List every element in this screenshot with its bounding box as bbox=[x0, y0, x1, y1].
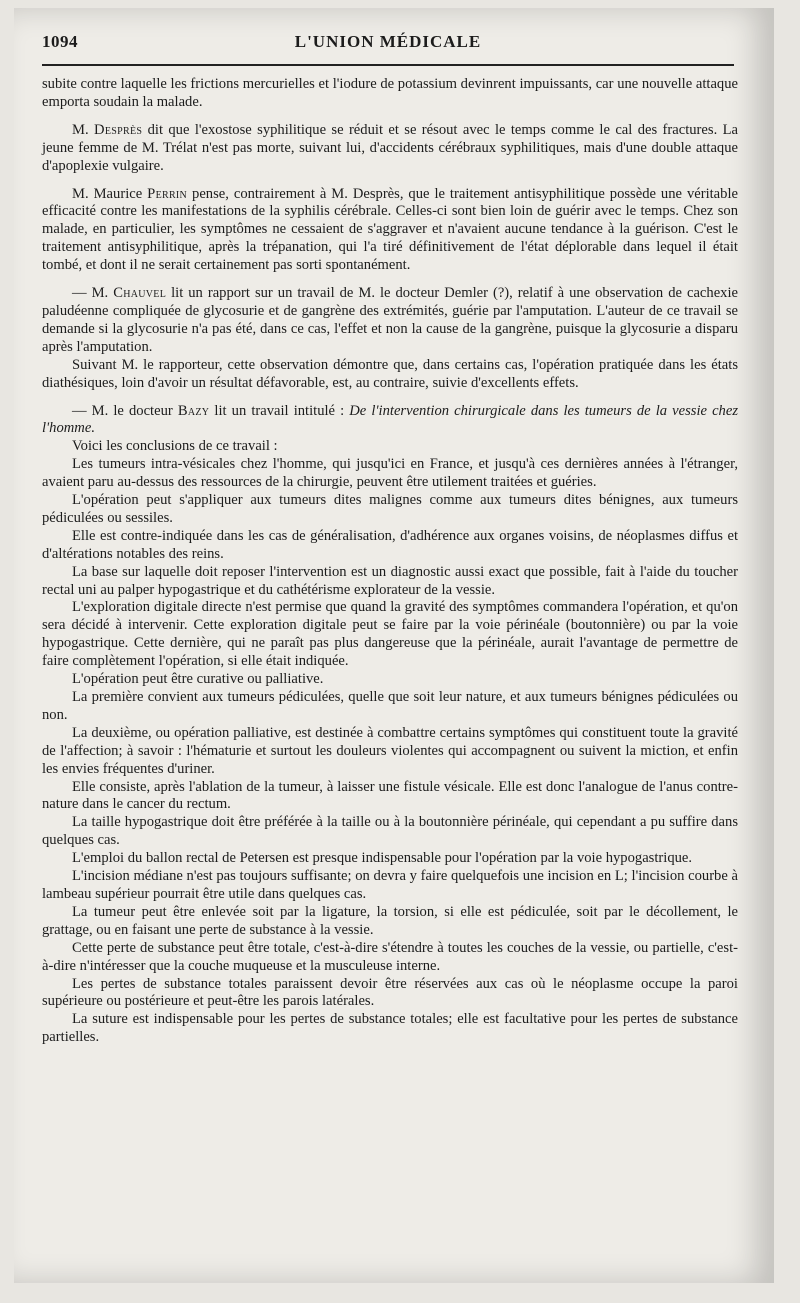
article-body bbox=[42, 76, 738, 1047]
paragraph: L'incision médiane n'est pas toujours suffisante; on devra y faire quelquefois une incision en L; l'incision courbe à lambeau supérieur pourrait être utile dans quelques cas. bbox=[42, 868, 738, 902]
paragraph: Elle consiste, après l'ablation de la tumeur, à laisser une fistule vésicale. Elle est donc l'analogue de l'anus contre-nature dans le cancer du rectum. bbox=[42, 778, 738, 813]
paragraph: La première convient aux tumeurs pédiculées, quelle que soit leur nature, et aux tumeurs bénignes pédiculées ou non. bbox=[42, 689, 738, 723]
running-title: L'UNION MÉDICALE bbox=[294, 32, 482, 51]
journal-page bbox=[14, 8, 774, 1283]
paragraph: Cette perte de substance peut être totale, c'est-à-dire s'étendre à toutes les couches de la vessie, ou partielle, c'est-à-dire n'intéresser que la couche muqueuse et la musculeuse interne. bbox=[42, 939, 738, 974]
paragraph: L'opération peut être curative ou palliative. bbox=[72, 671, 324, 688]
paragraph: M. Desprès dit que l'exostose syphilitique se réduit et se résout avec le temps comme le cal des fractures. La jeune femme de M. Trélat n'est pas morte, suivant lui, d'accidents cérébraux syphilitiques, mais d'une double attaque d'apoplexie vulgaire. bbox=[42, 121, 738, 174]
paragraph: Voici les conclusions de ce travail : bbox=[72, 438, 278, 455]
paragraph-text: lit un rapport sur un travail de M. le docteur Demler (?), relatif à une observation de cachexie paludéenne compliquée de glycosurie et de gangrène des extrémités, guérie par l'amputation. L'auteur de ce travail se demande si la glycosurie n'a pas été, dans ce cas, l'effet et non la cause de la gangrène, puisque la glycosurie a disparu après l'amputation. bbox=[42, 285, 739, 355]
speaker-name: Bazy bbox=[177, 402, 210, 419]
paragraph: M. Maurice Perrin pense, contrairement à M. Desprès, que le traitement antisyphilitique possède une véritable efficacité contre les manifestations de la syphilis cérébrale. Celles-ci sont bien loin de guérir avec le temps. Chez son malade, en particulier, les symptômes ne cessaient de s'aggraver et n'avaient aucune tendance à la guérison. C'est le traitement antisyphilitique, après la trépanation, qui l'a tiré définitivement de l'état déplorable dans lequel il était tombé, et dont il ne serait certainement pas sorti spontanément. bbox=[42, 185, 738, 274]
page-header bbox=[42, 26, 734, 56]
speaker-name: Chauvel bbox=[113, 285, 167, 302]
paragraph: Les tumeurs intra-vésicales chez l'homme, qui jusqu'ici en France, et jusqu'à ces dernières années à l'étranger, avaient paru au-dessus des ressources de la chirurgie, peuvent être utilement traitées et guéries. bbox=[42, 456, 738, 491]
paragraph: La taille hypogastrique doit être préférée à la taille ou à la boutonnière périnéale, qui cependant a pu suffire dans quelques cas. bbox=[42, 814, 738, 849]
paragraph: subite contre laquelle les frictions mercurielles et l'iodure de potassium devinrent impuissants, car une nouvelle attaque emporta soudain la malade. bbox=[42, 76, 738, 110]
paragraph: Suivant M. le rapporteur, cette observation démontre que, dans certains cas, l'opération pratiquée dans les états diathésiques, loin d'avoir un résultat défavorable, est, au contraire, suivie d'excellents effets. bbox=[42, 356, 738, 391]
speaker-name: Perrin bbox=[147, 185, 188, 202]
paragraph: La base sur laquelle doit reposer l'intervention est un diagnostic aussi exact que possible, fait à l'aide du toucher rectal uni au palper hypogastrique et du cathétérisme explorateur de la vessie. bbox=[42, 563, 738, 598]
paragraph: Les pertes de substance totales paraissent devoir être réservées aux cas où le néoplasme occupe la paroi supérieure ou postérieure et peut-être les parois latérales. bbox=[42, 975, 738, 1010]
paragraph bbox=[42, 403, 738, 439]
paragraph: — M. Chauvel lit un rapport sur un travail de M. le docteur Demler (?), relatif à une observation de cachexie paludéenne compliquée de glycosurie et de gangrène des extrémités, guérie par l'amputation. L'auteur de ce travail se demande si la glycosurie n'a pas été, dans ce cas, l'effet et non la cause de la gangrène, puisque la glycosurie a disparu après l'amputation. bbox=[42, 285, 739, 355]
paragraph-text: lit un travail intitulé : bbox=[209, 402, 350, 419]
paragraph: L'exploration digitale directe n'est permise que quand la gravité des symptômes commandera l'opération, et qu'on sera décidé à intervenir. Cette exploration digitale peut se faire par la voie périnéale (boutonnière) ou par la voie hypogastrique. Cette dernière, qui ne paraît pas plus dangereuse que la périnéale, aurait l'avantage de permettre de faire complètement l'opération, si elle était indiquée. bbox=[42, 599, 738, 670]
paragraph: L'emploi du ballon rectal de Petersen est presque indispensable pour l'opération par la voie hypogastrique. bbox=[72, 850, 693, 867]
paragraph-text: pense, contrairement à M. Desprès, que le traitement antisyphilitique possède une véritable efficacité contre les manifestations de la syphilis cérébrale. Celles-ci sont bien loin de guérir avec le temps. Chez son malade, en particulier, les symptômes ne cessaient de s'aggraver et n'avaient aucune tendance à la guérison. C'est le traitement antisyphilitique, après la trépanation, qui l'a tiré définitivement de l'état déplorable dans lequel il était tombé, et dont il ne serait certainement pas sorti spontanément. bbox=[42, 185, 738, 274]
paragraph: La tumeur peut être enlevée soit par la ligature, la torsion, si elle est pédiculée, soit par le décollement, le grattage, ou en faisant une perte de substance à la vessie. bbox=[42, 903, 738, 938]
paragraph: La deuxième, ou opération palliative, est destinée à combattre certains symptômes qui constituent toute la gravité de l'affection; à savoir : l'hématurie et surtout les douleurs violentes qui accompagnent ou suivent la miction, et enfin les envies fréquentes d'uriner. bbox=[42, 724, 738, 777]
work-title: De l'intervention chirurgicale dans les tumeurs de la vessie chez l'homme. bbox=[42, 402, 738, 437]
paragraph: La suture est indispensable pour les pertes de substance totales; elle est facultative pour les pertes de substance partielles. bbox=[42, 1011, 738, 1046]
page-number: 1094 bbox=[42, 32, 78, 51]
paragraph-text: dit que l'exostose syphilitique se réduit et se résout avec le temps comme le cal des fractures. La jeune femme de M. Trélat n'est pas morte, suivant lui, d'accidents cérébraux syphilitiques, mais d'une double attaque d'apoplexie vulgaire. bbox=[42, 121, 738, 174]
paragraph: L'opération peut s'appliquer aux tumeurs dites malignes comme aux tumeurs dites bénignes, aux tumeurs pédiculées ou sessiles. bbox=[42, 492, 738, 526]
paragraph-prefix: — M. le docteur bbox=[72, 402, 173, 419]
paragraph: Elle est contre-indiquée dans les cas de généralisation, d'adhérence aux organes voisins, de néoplasmes diffus et d'altérations notables des reins. bbox=[42, 527, 738, 562]
header-rule bbox=[42, 64, 734, 66]
speaker-name: Desprès bbox=[94, 121, 143, 138]
speaker-firstname: Maurice bbox=[93, 185, 143, 202]
